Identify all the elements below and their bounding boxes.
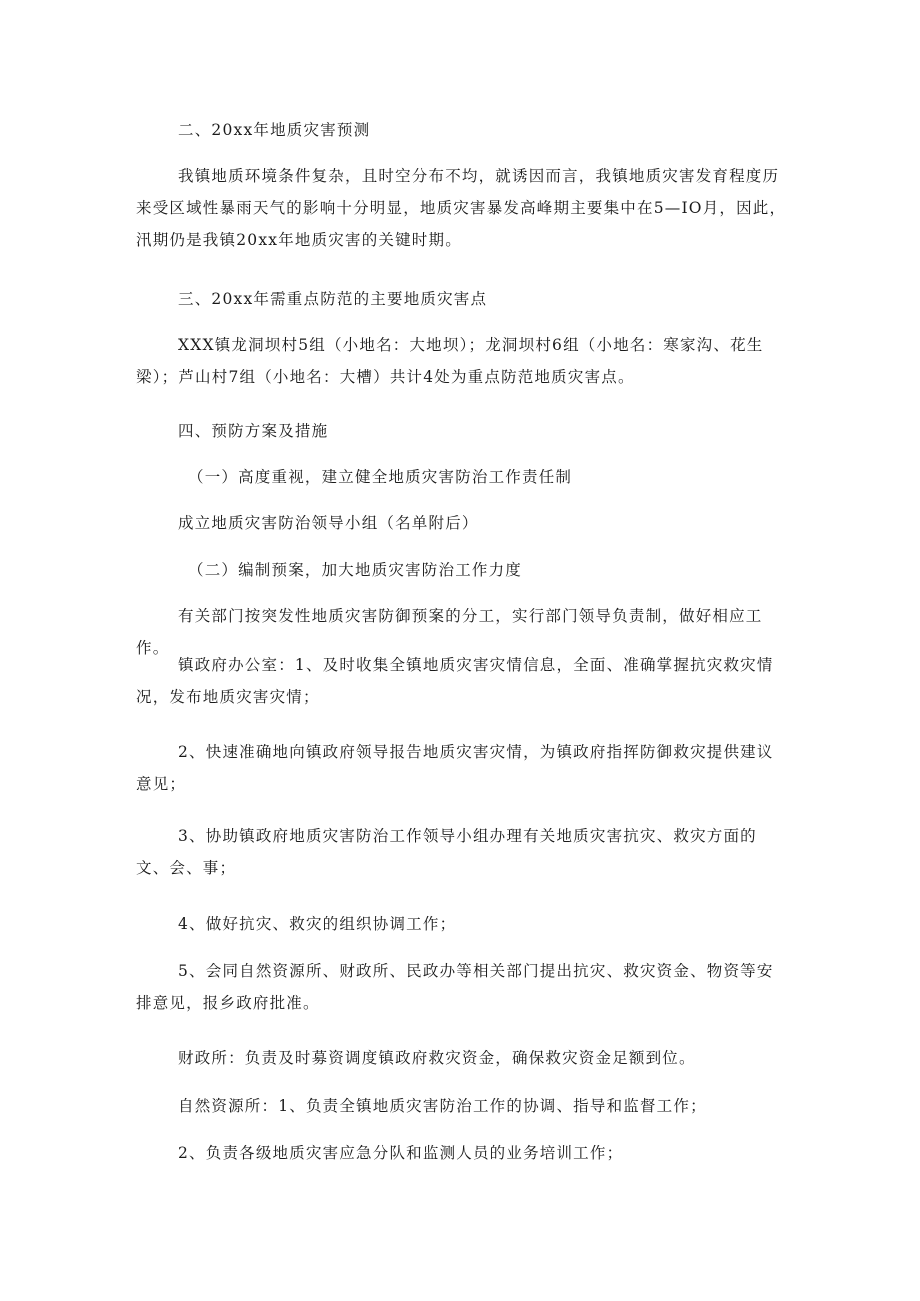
paragraph-forecast: 我镇地质环境条件复杂，且时空分布不均，就诱因而言，我镇地质灾害发育程度历来受区域性暴雨天气的影响十分明显，地质灾害暴发高峰期主要集中在5—IO月，因此，汛期仍是我镇20xx年地质灾害的关键时期。	[136, 167, 787, 249]
paragraph-office-1: 镇政府办公室：1、及时收集全镇地质灾害灾情信息，全面、准确掌握抗灾救灾情况，发布地质灾害灾情；	[136, 656, 774, 706]
paragraph-finance: 财政所：负责及时募资调度镇政府救灾资金，确保救灾资金足额到位。	[178, 1049, 696, 1067]
paragraph-leading-group: 成立地质灾害防治领导小组（名单附后）	[178, 514, 479, 532]
heading-forecast: 二、20xx年地质灾害预测	[178, 121, 371, 139]
paragraph-resources-2: 2、负责各级地质灾害应急分队和监测人员的业务培训工作；	[178, 1144, 624, 1162]
paragraph-departments: 有关部门按突发性地质灾害防御预案的分工，实行部门领导负责制，做好相应工作。	[136, 607, 763, 657]
subheading-responsibility: （一）高度重视，建立健全地质灾害防治工作责任制	[188, 468, 573, 486]
paragraph-office-4: 4、做好抗灾、救灾的组织协调工作；	[178, 915, 457, 933]
paragraph-resources-1: 自然资源所：1、负责全镇地质灾害防治工作的协调、指导和监督工作；	[178, 1097, 707, 1115]
subheading-plan: （二）编制预案，加大地质灾害防治工作力度	[188, 561, 523, 579]
heading-measures: 四、预防方案及措施	[178, 422, 329, 440]
paragraph-office-5: 5、会同自然资源所、财政所、民政办等相关部门提出抗灾、救灾资金、物资等安排意见，报乡政府批准。	[136, 962, 774, 1012]
heading-key-points: 三、20xx年需重点防范的主要地质灾害点	[178, 290, 488, 308]
paragraph-office-3: 3、协助镇政府地质灾害防治工作领导小组办理有关地质灾害抗灾、救灾方面的文、会、事；	[136, 827, 757, 877]
paragraph-office-2: 2、快速准确地向镇政府领导报告地质灾害灾情，为镇政府指挥防御救灾提供建议意见；	[136, 743, 774, 793]
paragraph-key-points: XXX镇龙洞坝村5组（小地名：大地坝）；龙洞坝村6组（小地名：寒家沟、花生梁）；芦山村7组（小地名：大槽）共计4处为重点防范地质灾害点。	[136, 336, 764, 386]
